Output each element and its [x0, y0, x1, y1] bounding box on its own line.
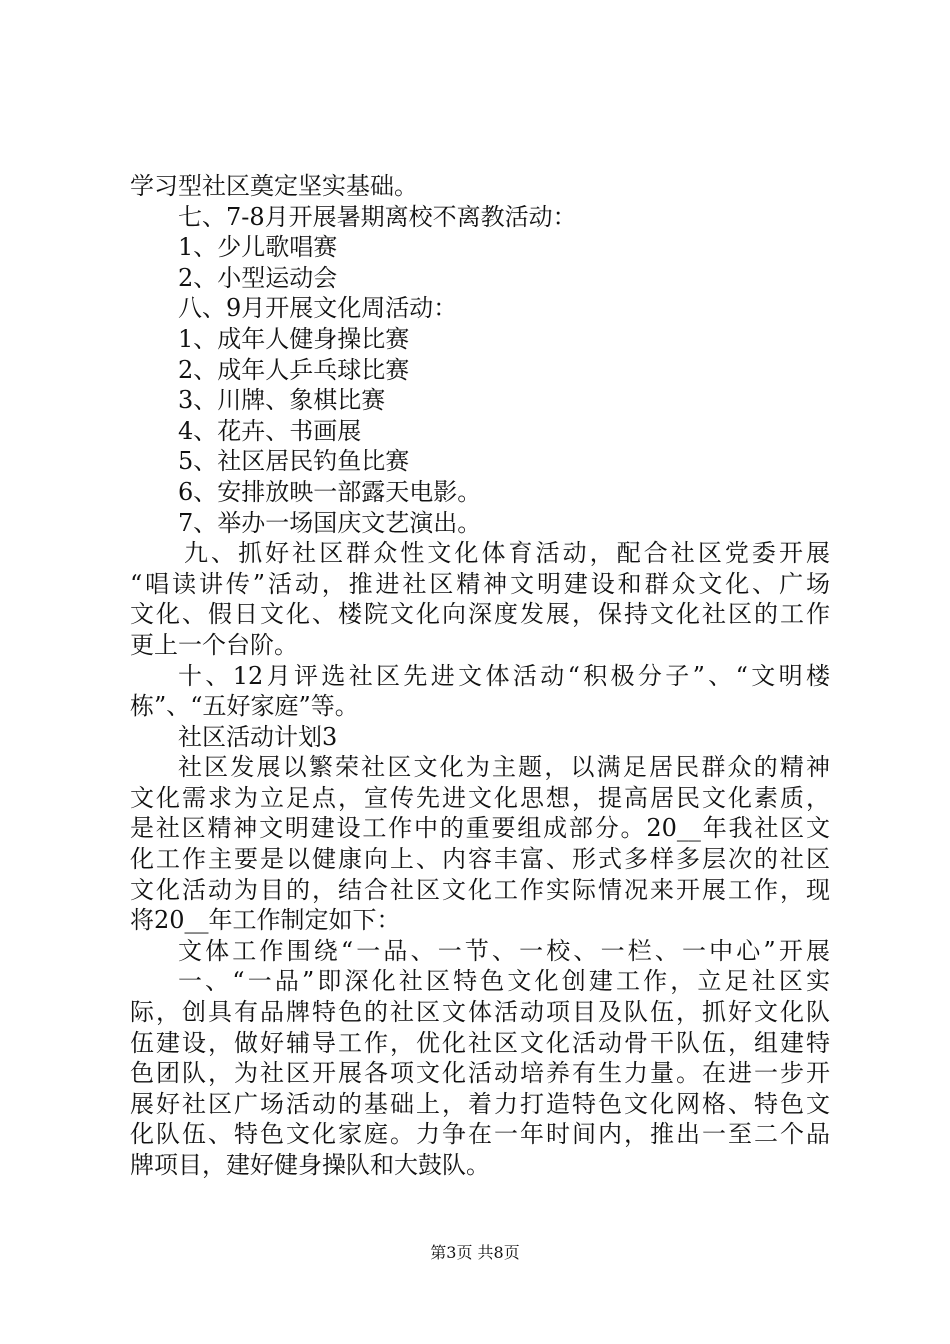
text-line: 化队伍、特色文化家庭。力争在一年时间内，推出一至二个品: [130, 1120, 830, 1149]
text-line: 文化需求为立足点，宣传先进文化思想，提高居民文化素质，: [130, 783, 830, 812]
text-line: 4、花卉、书画展: [178, 416, 362, 445]
text-line: 1、成年人健身操比赛: [178, 324, 410, 353]
page-footer: 第3页 共8页: [430, 1243, 520, 1262]
text-line: 更上一个台阶。: [130, 630, 298, 659]
text-line: 色团队，为社区开展各项文化活动培养有生力量。在进一步开: [130, 1059, 830, 1088]
text-line: “唱读讲传”活动，推进社区精神文明建设和群众文化、广场: [130, 569, 830, 598]
text-line: 社区发展以繁荣社区文化为主题，以满足居民群众的精神: [178, 753, 830, 782]
text-line: 5、社区居民钓鱼比赛: [178, 447, 410, 476]
text-line: 社区活动计划3: [178, 722, 338, 751]
text-line: 是社区精神文明建设工作中的重要组成部分。20__年我社区文: [130, 814, 830, 843]
text-line: 文化活动为目的，结合社区文化工作实际情况来开展工作，现: [130, 875, 830, 904]
text-line: 际，创具有品牌特色的社区文体活动项目及队伍，抓好文化队: [130, 998, 830, 1027]
document-body: [130, 171, 830, 1181]
text-line: 九、抓好社区群众性文化体育活动，配合社区党委开展: [184, 539, 830, 568]
text-line: 文体工作围绕“一品、一节、一校、一栏、一中心”开展: [178, 936, 830, 965]
text-line: 6、安排放映一部露天电影。: [178, 477, 482, 506]
text-line: 2、成年人乒乓球比赛: [178, 355, 410, 384]
text-line: 3、川牌、象棋比赛: [178, 386, 386, 415]
text-line: 栋”、“五好家庭”等。: [130, 692, 359, 721]
text-line: 2、小型运动会: [178, 263, 338, 292]
text-line: 牌项目，建好健身操队和大鼓队。: [130, 1151, 490, 1179]
text-line: 七、7-8月开展暑期离校不离教活动：: [178, 202, 577, 231]
text-line: 十、12月评选社区先进文体活动“积极分子”、“文明楼: [178, 661, 830, 690]
text-line: 将20__年工作制定如下：: [130, 906, 401, 935]
text-line: 伍建设，做好辅导工作，优化社区文化活动骨干队伍，组建特: [130, 1028, 830, 1057]
text-line: 展好社区广场活动的基础上，着力打造特色文化网格、特色文: [130, 1089, 830, 1118]
text-line: 文化、假日文化、楼院文化向深度发展，保持文化社区的工作: [130, 600, 830, 629]
text-line: 7、举办一场国庆文艺演出。: [178, 508, 482, 537]
text-line: 化工作主要是以健康向上、内容丰富、形式多样多层次的社区: [130, 845, 830, 874]
text-line: 一、“一品”即深化社区特色文化创建工作，立足社区实: [178, 967, 830, 996]
text-line: 学习型社区奠定坚实基础。: [130, 172, 418, 200]
text-line: 八、9月开展文化周活动：: [178, 294, 458, 323]
text-line: 1、少儿歌唱赛: [178, 233, 338, 262]
